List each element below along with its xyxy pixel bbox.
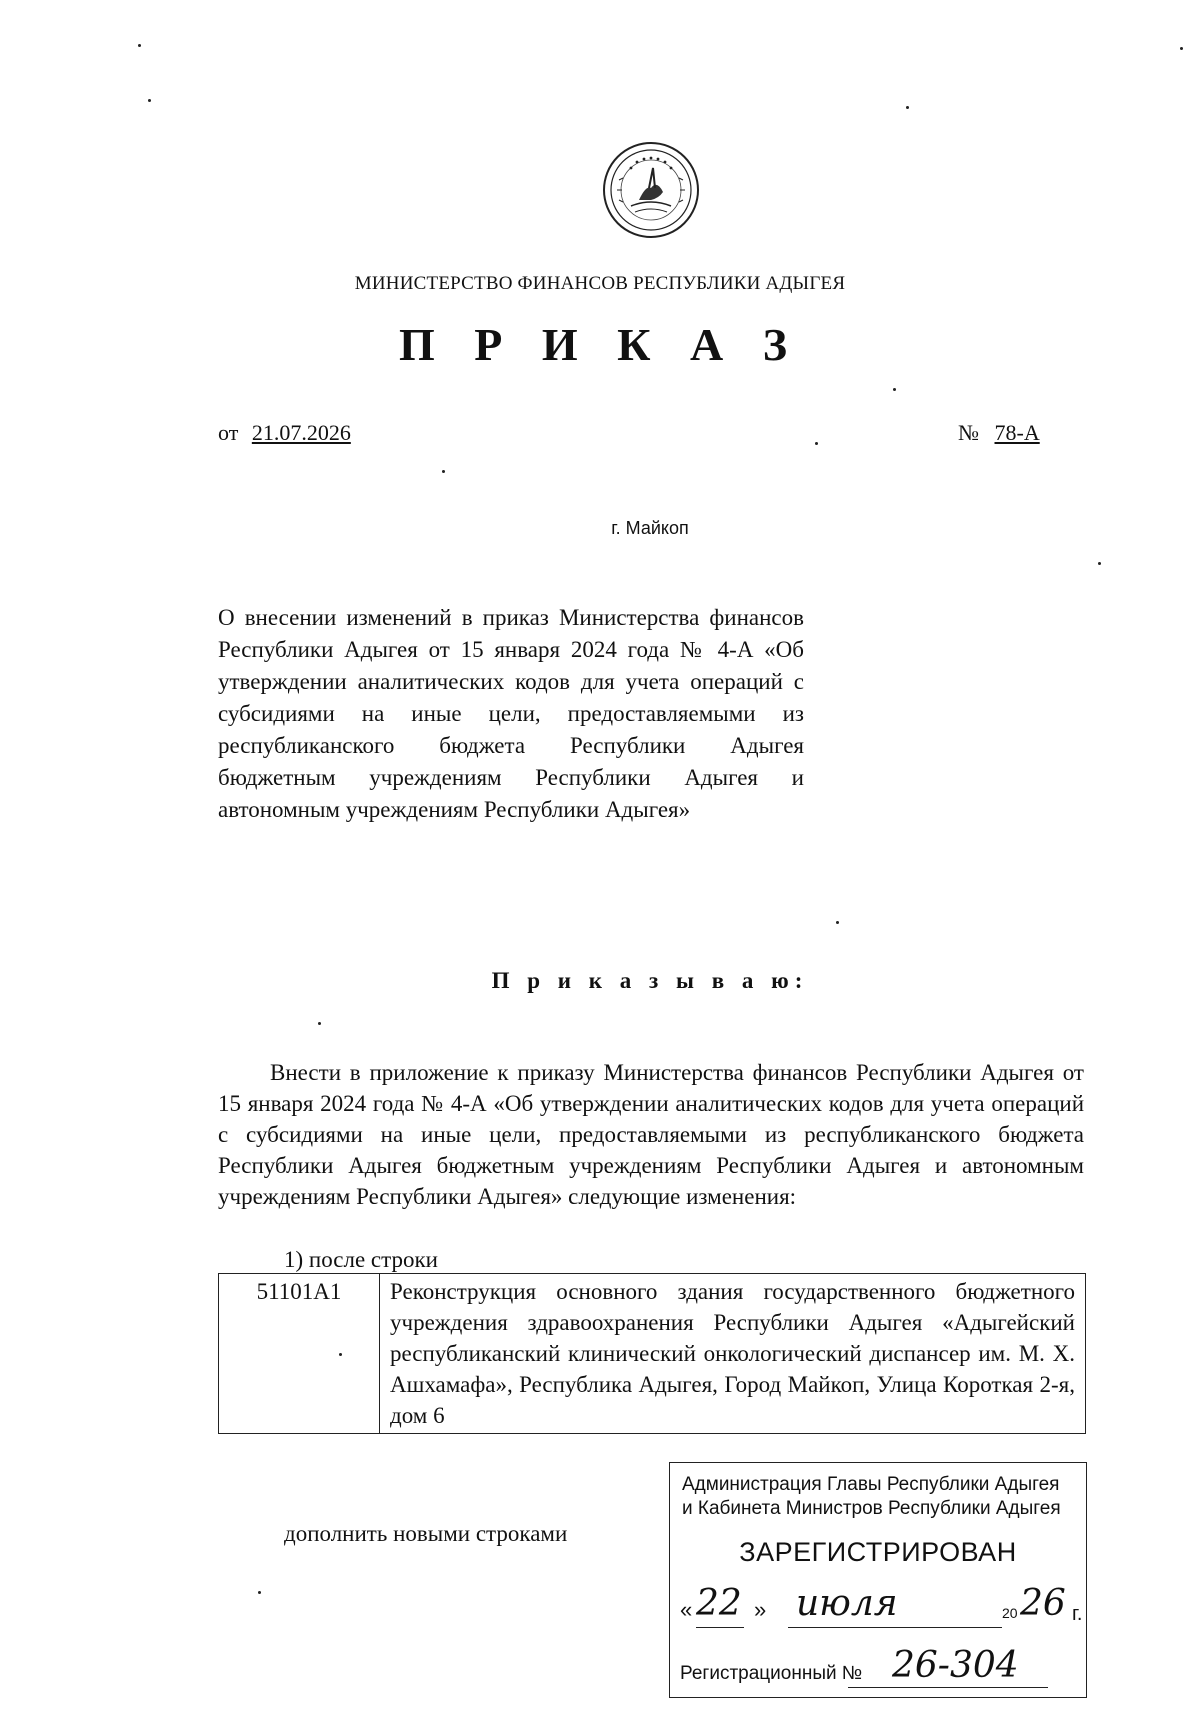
scan-speck xyxy=(339,1353,342,1356)
table-row xyxy=(219,1274,1086,1434)
stamp-day-underline xyxy=(696,1627,744,1628)
scan-speck xyxy=(442,470,445,473)
stamp-organization xyxy=(682,1473,1082,1521)
stamp-year-prefix: 20 xyxy=(1002,1605,1018,1621)
stamp-reg-underline xyxy=(848,1687,1048,1688)
stamp-month-underline xyxy=(788,1627,1002,1628)
table-description-cell: Реконструкция основного здания государственного бюджетного учреждения здравоохранения Республики Адыгея «Адыгейский республиканский клинический онкологический диспансер им. М. Х. Ашхамафа», Республика Адыгея, Город Майкоп, Улица Короткая 2-я, дом 6 xyxy=(380,1274,1086,1434)
coat-of-arms-emblem xyxy=(601,140,701,240)
number-prefix: № xyxy=(958,420,979,445)
stamp-month: июля xyxy=(796,1583,898,1624)
stamp-date xyxy=(680,1583,1083,1631)
city: г. Майкоп xyxy=(611,518,689,538)
date-prefix: от xyxy=(218,420,239,445)
table-code-cell: 51101А1 xyxy=(219,1274,380,1434)
scan-speck xyxy=(148,99,151,102)
stamp-registration xyxy=(680,1645,1080,1691)
item-1: 1) после строки xyxy=(284,1247,438,1272)
stamp-year-mark: г. xyxy=(1072,1603,1083,1625)
scan-speck xyxy=(1098,562,1101,565)
stamp-registered: ЗАРЕГИСТРИРОВАН xyxy=(739,1537,1017,1567)
date-value: 21.07.2026 xyxy=(251,420,351,445)
stamp-open-quote: « xyxy=(680,1597,693,1622)
order-number xyxy=(958,420,1040,446)
order-subject: О внесении изменений в приказ Министерства финансов Республики Адыгея от 15 января 2024 года № 4-А «Об утверждении аналитических кодов для учета операций с субсидиями на иные цели, предоставляемыми из республиканского бюджета Республики Адыгея бюджетным учреждениям Республики Адыгея и автономным учреждениям Республики Адыгея» xyxy=(218,605,804,822)
ministry-name: МИНИСТЕРСТВО ФИНАНСОВ РЕСПУБЛИКИ АДЫГЕЯ xyxy=(354,273,846,294)
scan-speck xyxy=(1180,47,1183,50)
code-table xyxy=(218,1273,1086,1434)
stamp-close-quote: » xyxy=(754,1597,767,1622)
stamp-day: 22 xyxy=(696,1583,742,1624)
stamp-year-suffix: 26 xyxy=(1020,1583,1066,1624)
order-date xyxy=(218,420,351,446)
scan-speck xyxy=(906,106,909,109)
body-paragraph: Внести в приложение к приказу Министерства финансов Республики Адыгея от 15 января 2024 года № 4-А «Об утверждении аналитических кодов для учета операций с субсидиями на иные цели, предоставляемыми из республиканского бюджета Республики Адыгея бюджетным учреждениям Республики Адыгея и автономным учреждениям Республики Адыгея» следующие изменения: xyxy=(218,1060,1084,1209)
scan-speck xyxy=(138,44,141,47)
scan-speck xyxy=(318,1022,321,1025)
stamp-org-line-1: Администрация Главы Республики Адыгея xyxy=(682,1474,1060,1495)
scan-speck xyxy=(815,442,818,445)
number-value: 78-А xyxy=(994,420,1040,445)
order-verb: П р и к а з ы в а ю: xyxy=(491,968,809,993)
stamp-org-line-2: и Кабинета Министров Республики Адыгея xyxy=(682,1498,1061,1519)
scan-speck xyxy=(258,1591,261,1594)
scan-speck xyxy=(893,388,896,391)
stamp-reg-number: 26-304 xyxy=(892,1645,1019,1686)
document-title: П Р И К А З xyxy=(398,319,801,370)
stamp-reg-label: Регистрационный № xyxy=(680,1663,863,1684)
scan-speck xyxy=(836,921,839,924)
append-text: дополнить новыми строками xyxy=(284,1521,568,1546)
registration-stamp xyxy=(669,1462,1087,1698)
